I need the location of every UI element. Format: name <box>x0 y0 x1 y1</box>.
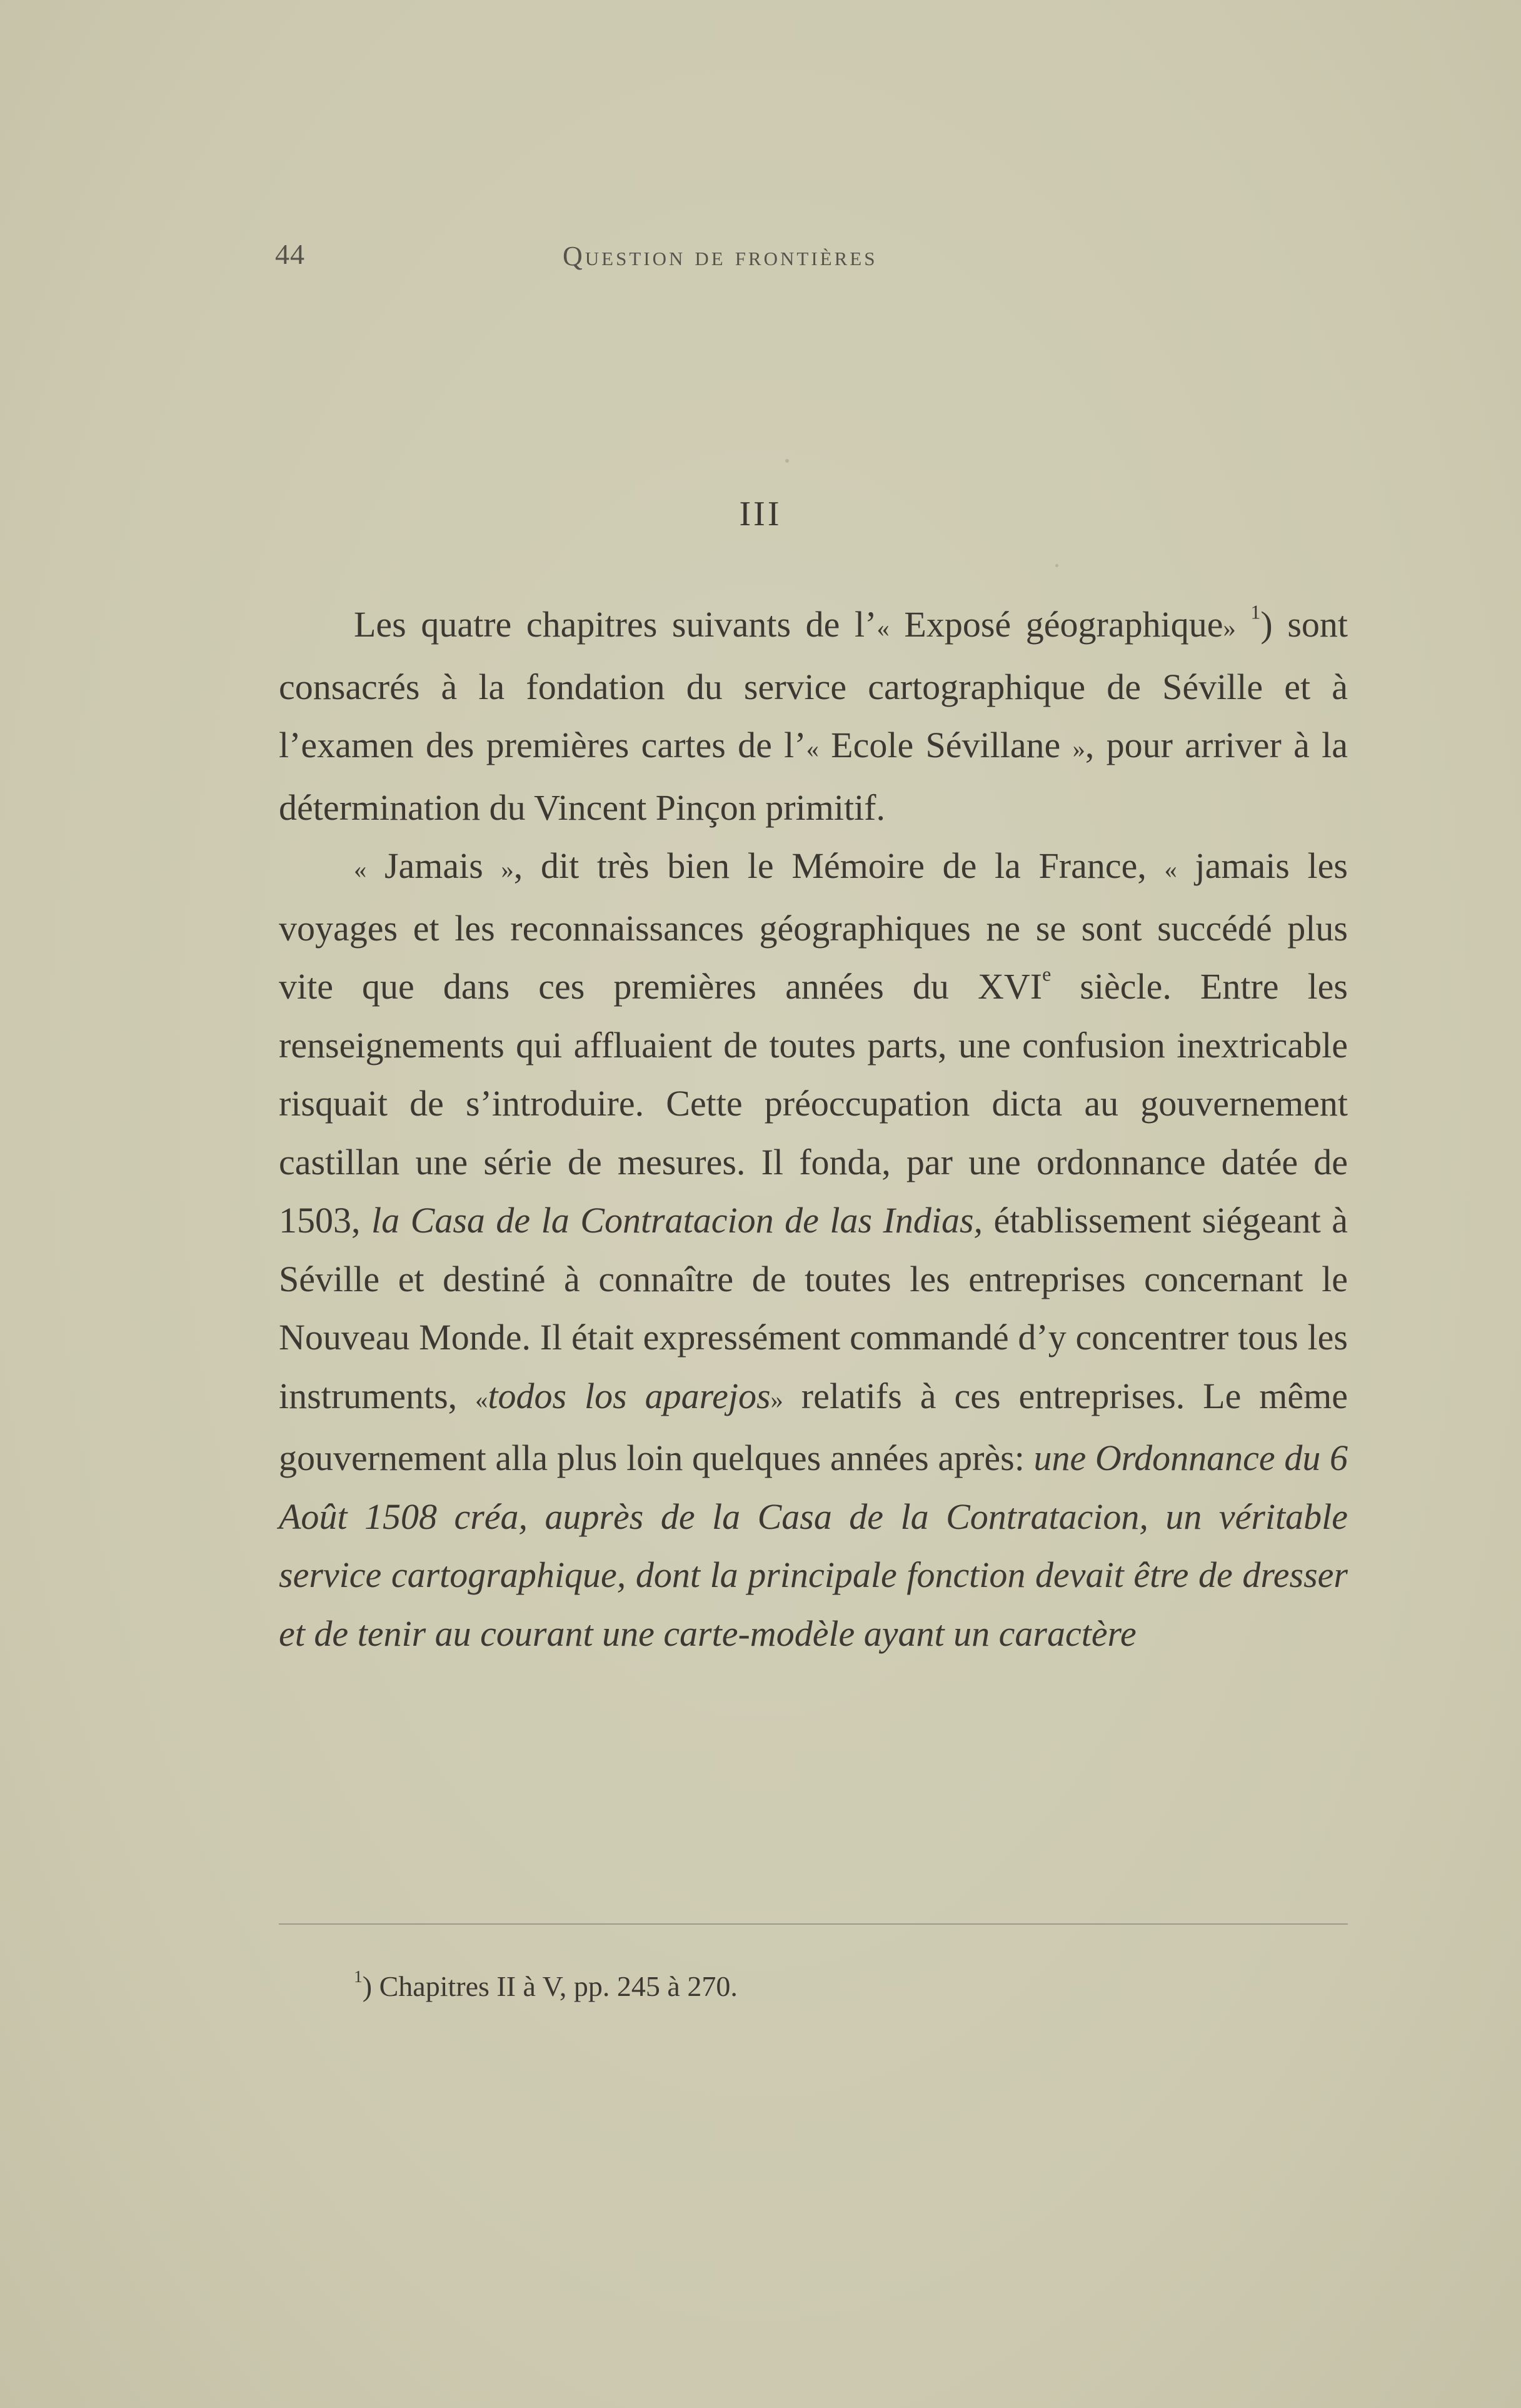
text-run: relatifs à ces entreprises. Le même gouvernement alla plus loin quelques années après: <box>279 1375 1348 1478</box>
footnote-ref-number: 1 <box>1250 601 1261 623</box>
paper-speck <box>1055 564 1058 567</box>
running-head <box>275 238 1025 281</box>
quote-mark: « <box>475 1385 488 1414</box>
quote-mark: » <box>770 1385 783 1414</box>
quote-mark: « <box>1164 855 1177 884</box>
footnote-text: Chapitres II à V, pp. 245 à 270. <box>372 1970 738 2002</box>
footnote-reference[interactable] <box>1250 601 1260 623</box>
running-title: Question de frontières <box>563 241 878 271</box>
text-run: jamais les voyages et les reconnaissances géographiques ne se sont succédé plus vite que dans ces premières années du XVI <box>279 845 1348 1007</box>
page-number: 44 <box>275 238 305 270</box>
text-run: , dit très bien le Mémoire de la France, <box>513 845 1165 886</box>
paragraph-2 <box>279 837 1348 1663</box>
superscript-e: e <box>1042 963 1052 985</box>
footnote-marker: 1 <box>354 1966 363 1986</box>
italic-run: la Casa de la Contratacion de las Indias, <box>371 1200 983 1241</box>
text-run: établissement siégeant à Séville et destiné à connaître de toutes les entreprises concernant le Nouveau Monde. Il était expressément commandé d’y concentrer tous les instruments, <box>279 1200 1348 1416</box>
text-run: sont consacrés à la fondation du service cartographique de Séville et à l’examen des premières cartes de l’ <box>279 604 1348 765</box>
text-run: Les quatre chapitres suivants de l’ <box>354 604 877 645</box>
quote-mark: « <box>876 614 890 642</box>
footnote-marker-paren: ) <box>362 1970 373 2002</box>
footnote-ref-paren: ) <box>1260 604 1273 645</box>
text-run: siècle. Entre les renseignements qui affluaient de toutes parts, une confusion inextricable risquait de s’introduire. Cette préoccupation dicta au gouvernement castillan une série de mesures. Il fonda, par une ordonnance datée de 1503, <box>279 966 1348 1241</box>
quote-mark: » <box>501 855 514 884</box>
body-text <box>279 595 1348 1663</box>
footnote <box>354 1966 738 2003</box>
paragraph-1 <box>279 595 1348 837</box>
text-run: Exposé géographique <box>889 604 1223 645</box>
section-numeral: III <box>739 495 782 533</box>
italic-run: une Ordonnance du 6 Août 1508 créa, auprès de la Casa de la Contratacion, un véritable service cartographique, dont la principale fonction devait être de dresser et de tenir au courant une carte-modèle ayant un caractère <box>279 1438 1348 1654</box>
footnote-divider <box>279 1923 1348 1925</box>
italic-run: todos los aparejos <box>488 1375 771 1416</box>
quote-mark: » <box>1072 735 1085 763</box>
text-run: Ecole Sévillane <box>818 725 1073 765</box>
quote-mark: » <box>1223 614 1236 642</box>
text-run: Jamais <box>366 845 501 886</box>
paper-speck <box>785 459 789 463</box>
quote-mark: « <box>354 855 367 884</box>
quote-mark: « <box>806 735 819 763</box>
text-run: , pour arriver à la détermination du Vincent Pinçon primitif. <box>279 725 1348 828</box>
